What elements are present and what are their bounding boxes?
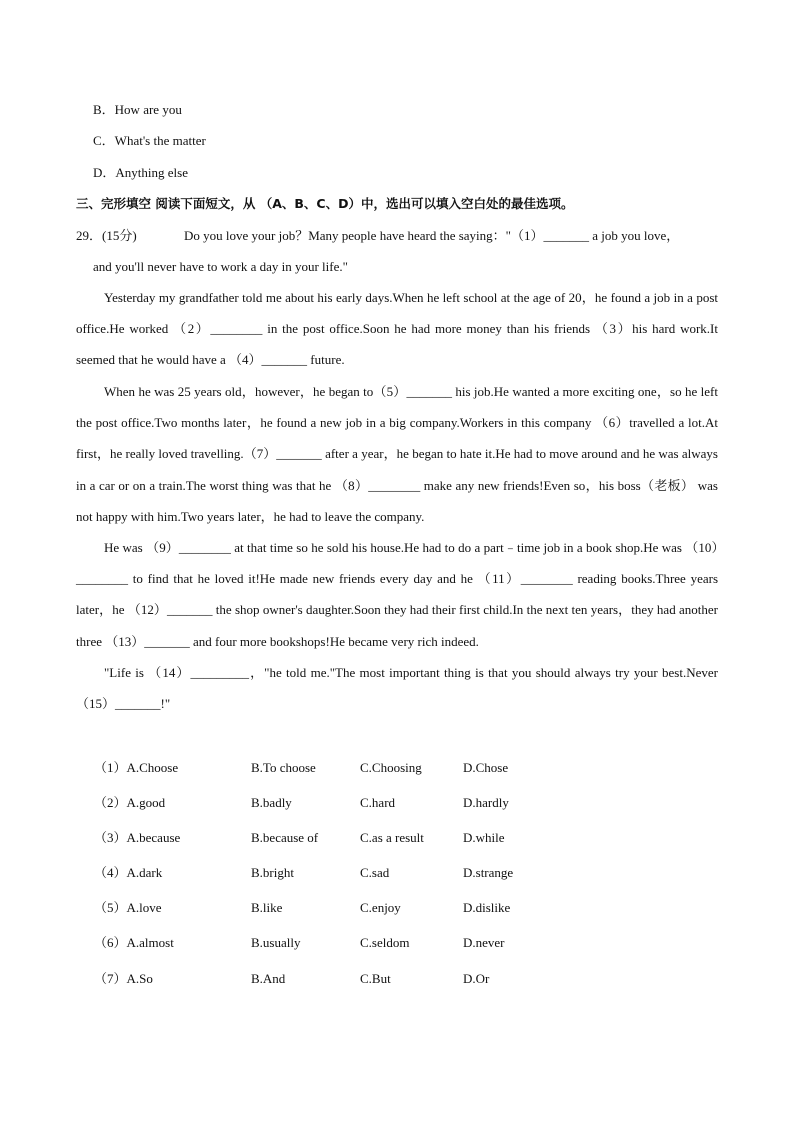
passage-paragraph: Yesterday my grandfather told me about his early days.When he left school at the age of 20，he found a job in a post office.He worked （2）________ in the post office.Soon he had more money than his friends （3）his hard work.It seemed that he would have a （4）_______ future. [76, 290, 718, 368]
choice-option: （4）A.dark [94, 865, 163, 880]
question-intro: Do you love your job？Many people have heard the saying："（1）_______ a job you love， [184, 228, 680, 243]
choice-option: C.enjoy [360, 900, 401, 915]
choice-option: B.because of [251, 830, 319, 845]
question-header [76, 228, 679, 244]
choice-option: （7）A.So [94, 971, 153, 986]
choice-option: （2）A.good [94, 795, 166, 810]
option-b: B．How are you [93, 102, 182, 117]
choice-option: C.hard [360, 795, 396, 810]
choice-option: （5）A.love [94, 900, 162, 915]
choice-option: D.never [463, 935, 505, 950]
choice-option: C.But [360, 971, 391, 986]
choice-option: C.as a result [360, 830, 424, 845]
choice-option: B.like [251, 900, 283, 915]
choice-option: （1）A.Choose [94, 760, 179, 775]
choice-option: B.badly [251, 795, 292, 810]
passage-paragraph: When he was 25 years old，however，he began to（5）_______ his job.He wanted a more exciting one，so he left the post office.Two months later，he found a new job in a big company.Workers in this company （6）travelled a lot.At first，he really loved travelling.（7）_______ after a year，he began to hate it.He had to move around and he was always in a car or on a train.The worst thing was that he （8）________ make any new friends!Even so，his boss（老板） was not happy with him.Two years later，he had to leave the company. [76, 384, 718, 524]
choice-option: D.hardly [463, 795, 509, 810]
choice-option: B.And [251, 971, 286, 986]
option-d: D．Anything else [93, 165, 188, 180]
choice-option: B.bright [251, 865, 294, 880]
choice-option: D.strange [463, 865, 514, 880]
question-intro-continued: and you'll never have to work a day in your life." [93, 259, 348, 274]
option-c: C．What's the matter [93, 133, 206, 148]
passage-paragraph: "Life is （14）_________，"he told me."The most important thing is that you should always try your best.Never（15）_______!" [76, 665, 718, 712]
choice-option: B.To choose [251, 760, 316, 775]
choice-option: D.Chose [463, 760, 509, 775]
question-number: 29．(15分) [76, 228, 137, 243]
choice-option: C.Choosing [360, 760, 422, 775]
choice-option: C.sad [360, 865, 390, 880]
choice-option: D.while [463, 830, 505, 845]
choice-option: D.Or [463, 971, 490, 986]
choice-option: （6）A.almost [94, 935, 174, 950]
choice-option: B.usually [251, 935, 301, 950]
choice-option: （3）A.because [94, 830, 181, 845]
section-heading: 三、完形填空 阅读下面短文，从 （A、B、C、D）中，选出可以填入空白处的最佳选项。 [76, 196, 574, 211]
choice-option: C.seldom [360, 935, 410, 950]
choice-option: D.dislike [463, 900, 511, 915]
passage-paragraph: He was （9）________ at that time so he sold his house.He had to do a part﹣time job in a book shop.He was （10）________ to find that he loved it!He made new friends every day and he （11）________ reading books.Three years later，he （12）_______ the shop owner's daughter.Soon they had their first child.In the next ten years，they had another three （13）_______ and four more bookshops!He became very rich indeed. [76, 540, 718, 649]
